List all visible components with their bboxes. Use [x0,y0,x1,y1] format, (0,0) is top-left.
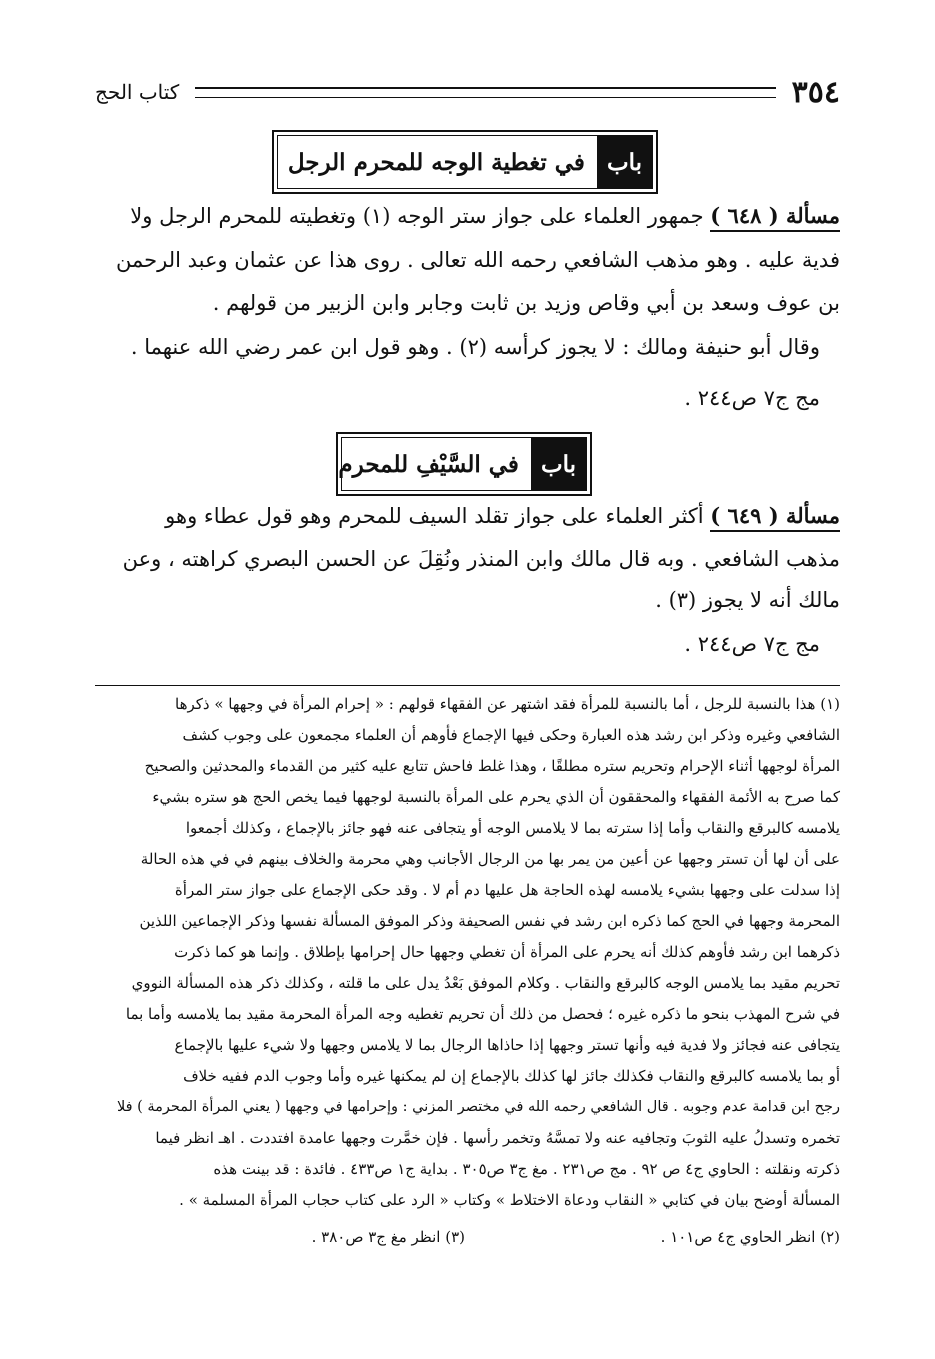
footnote-line: ذكرهما ابن رشد فأوهم كذلك أنه يحرم على المرأة أن تغطي وجهها حال إحرامها بإطلاق . وإنما هو كما ذكرت [174,943,840,961]
issue-label: مسألة ( ٦٤٨ ) [710,203,840,232]
footnote-line: يلامسه كالبرقع والنقاب وأما إذا سترته بما لا يلامس الوجه أو يتجافى عنه فهو جائز بالإجماع ، وكذلك أجمعوا [185,819,840,837]
footnote-line: كما صرح به الأئمة الفقهاء والمحققون أن الذي يحرم على المرأة بالنسبة لوجهها فيما يخص الحج هو ستره بشيء [152,788,840,806]
paragraph-line: مالك أنه لا يجوز (٣) . [655,588,840,612]
footnote-line: إذا سدلت على وجهها بشيء يلامسه لهذه الحاجة هل عليها دم أم لا . وقد حكى الإجماع على جواز ستر المرأة [174,881,840,899]
footnote-separator [95,685,840,686]
chapter-word: باب [531,438,586,490]
footnote-line: المسألة أوضح بيان في كتابي « النقاب ودعاة الاختلاط » وكتاب « الرد على كتاب حجاب المرأة المسلمة » . [179,1191,840,1209]
issue-text: جمهور العلماء على جواز ستر الوجه (١) وتغطيته للمحرم الرجل ولا [130,204,704,228]
chapter-title: في السَّيْفِ للمحرم [338,450,519,478]
page-number: ٣٥٤ [791,74,840,110]
reference-line: مج ج٧ ص٢٤٤ . [684,386,820,410]
running-title: كتاب الحج [95,80,180,104]
footnote-line: تخمره وتسدلُ عليه الثوبَ وتجافيه عنه ولا تمسَّهُ وتخمر رأسها . فإن خمَّرت وجهها عامدة افتددت . اهـ انظر فيما [155,1129,840,1147]
header-rule [195,87,775,98]
footnote-line: الشافعي وغيره وذكر ابن رشد هذه العبارة وحكى فيها الإجماع فأوهم أن العلماء مجمعون على وجوب كشف [182,726,840,744]
footnote-line: رجح ابن قدامة عدم وجوبه . قال الشافعي رحمه الله في مختصر المزني : وإحرامها في وجهها ( يعني المرأة المحرمة ) فلا [116,1099,840,1115]
chapter-title: في تغطية الوجه للمحرم الرجل [287,148,585,176]
paragraph-line: بن عوف وسعد بن أبي وقاص وزيد بن ثابت وجابر وابن الزبير من قولهم . [212,291,840,315]
footnote-line: المرأة لوجهها أثناء الإحرام وتحريم ستره مطلقًا ، وهذا غلط فاحش تتابع عليه كثير من القدماء والمحدثين والصحيح [144,757,840,775]
chapter-heading-sword [336,432,592,496]
chapter-word: باب [597,136,652,188]
footnote-3: (٣) انظر مغ ج٣ ص٣٨٠ . [311,1228,465,1246]
footnote-line: يتجافى عنه فجائز ولا فدية فيه وأنها تستر وجهها إذا حاذاها الرجال بما لا يلامس وجهها ولا شيء عليها بالإجماع [174,1036,840,1054]
issue-label: مسألة ( ٦٤٩ ) [710,503,840,532]
chapter-heading-frame [277,135,653,189]
footnote-2: (٢) انظر الحاوي ج٤ ص١٠١ . [660,1228,840,1246]
paragraph-line: فدية عليه . وهو مذهب الشافعي رحمه الله تعالى . روى هذا عن عثمان وعبد الرحمن [116,248,840,272]
reference-line: مج ج٧ ص٢٤٤ . [684,632,820,656]
footnote-line: على أن لها أن تستر وجهها عن أعين من يمر بها من الرجال الأجانب وهي محرمة والخلاف بينهم في في هذه الحالة [140,850,840,868]
footnote-line: أو بما يلامسه كالبرقع والنقاب فكذلك جائز لها كذلك بالإجماع إن لم يمكنها غيره وأما وجوب الدم ففيه خلاف [183,1067,840,1085]
chapter-heading-frame [338,437,587,491]
page-header [95,72,840,112]
footnote-line: (١) هذا بالنسبة للرجل ، أما بالنسبة للمرأة فقد اشتهر عن الفقهاء قولهم : « إحرام المرأة في وجهها » ذكرها [175,695,840,713]
paragraph-line [95,505,840,527]
paragraph-line [95,205,840,227]
paragraph-line: مذهب الشافعي . وبه قال مالك وابن المنذر ونُقِلَ عن الحسن البصري كراهته ، وعن [122,547,840,571]
paragraph-line: وقال أبو حنيفة ومالك : لا يجوز كرأسه (٢) . وهو قول ابن عمر رضي الله عنهما . [130,335,820,359]
chapter-heading-face-covering [272,130,658,194]
footnote-line: تحريم مقيد بما يلامس الوجه كالبرقع والنقاب . وكلام الموفق بَعْدُ يدل على ما قلته ، وكذلك ذكر هذه المسألة النووي [131,974,840,992]
footnote-line: في شرح المهذب بنحو ما ذكره غيره ؛ فحصل من ذلك أن تحريم تغطيه وجه المرأة المحرمة مقيد بما يلامسه وأما بما [125,1005,840,1023]
issue-text: أكثر العلماء على جواز تقلد السيف للمحرم وهو قول عطاء وهو [165,504,704,528]
footnote-line: ذكرته ونقلته : الحاوي ج٤ ص ٩٢ . مج ص٢٣١ . مغ ج٣ ص٣٠٥ . بداية ج١ ص٤٣٣ . فائدة : قد بينت هذه [213,1160,840,1178]
footnote-line: المحرمة وجهها في الحج كما ذكره ابن رشد في نفس الصحيفة وذكر الموفق المسألة نفسها وذكر الإجماعين اللذين [139,912,840,930]
